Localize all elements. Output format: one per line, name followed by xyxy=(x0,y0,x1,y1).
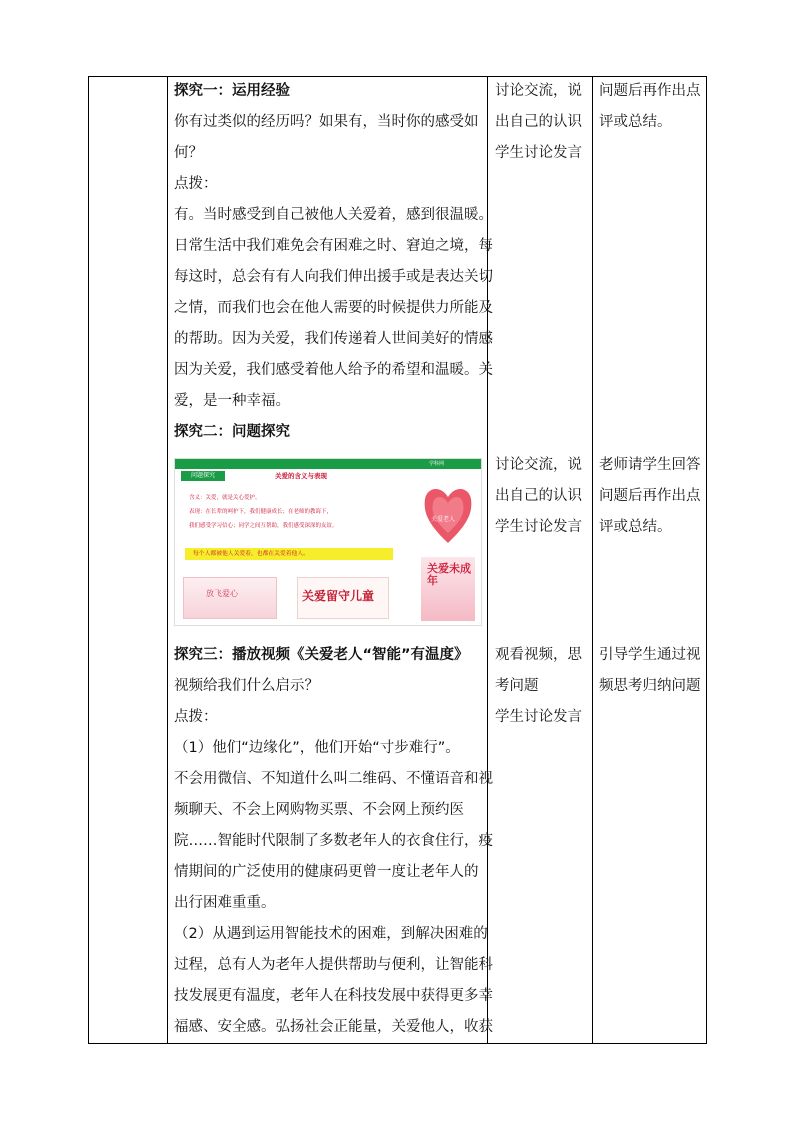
student-activity-line: 考问题 xyxy=(495,678,539,694)
section-1-answer-line: 的帮助。因为关爱，我们传递着人世间美好的情感 xyxy=(174,331,493,347)
table-col-border-3 xyxy=(592,76,593,1044)
teacher-note-1 xyxy=(599,76,701,138)
section-3-answer-line: 院……智能时代限制了多数老年人的衣食住行，疫 xyxy=(174,833,493,849)
table-col-border-0 xyxy=(88,76,89,1044)
student-activity-line: 出自己的认识 xyxy=(495,488,582,504)
section-1-answer-line: 之情，而我们也会在他人需要的时候提供力所能及 xyxy=(174,300,493,316)
teacher-note-line: 频思考归纳问题 xyxy=(599,678,701,694)
section-3-answer-line: 情期间的广泛使用的健康码更曾一度让老年人的 xyxy=(174,864,479,880)
heart-collage-icon xyxy=(421,473,475,553)
slide-card-love-text: 放飞爱心 xyxy=(206,589,238,598)
section-1-answer-line: 每这时，总会有有人向我们伸出援手或是表达关切 xyxy=(174,269,493,285)
section-3-answer-line: 不会用微信、不知道什么叫二维码、不懂语音和视 xyxy=(174,771,493,787)
slide-card-children xyxy=(297,577,389,619)
teacher-note-line: 老师请学生回答 xyxy=(599,457,701,473)
section-1-answer-line: 爱，是一种幸福。 xyxy=(174,393,290,409)
student-activity-line: 讨论交流，说 xyxy=(495,83,582,99)
explore-section-3 xyxy=(174,640,493,1043)
heart-caption: 关爱老人 xyxy=(431,516,456,523)
section-1-answer-line: 有。当时感受到自己被他人关爱着，感到很温暖。 xyxy=(174,207,493,223)
slide-line: 含义：关爱，就是关心爱护。 xyxy=(189,495,261,501)
section-3-answer-line: 技发展更有温度，老年人在科技发展中获得更多幸 xyxy=(174,988,493,1004)
teacher-note-3 xyxy=(599,640,701,702)
teacher-note-line: 评或总结。 xyxy=(599,519,672,535)
student-activity-2 xyxy=(495,450,582,543)
section-1-hint-label: 点拨： xyxy=(174,176,218,192)
teacher-note-line: 问题后再作出点 xyxy=(599,488,701,504)
student-activity-line: 讨论交流，说 xyxy=(495,457,582,473)
section-3-answer-line: （2）从遇到运用智能技术的困难，到解决困难的 xyxy=(174,926,488,942)
teacher-note-line: 评或总结。 xyxy=(599,114,672,130)
slide-card-minors-text: 关爱未成年 xyxy=(427,562,471,587)
lesson-slide-image xyxy=(174,458,482,626)
student-activity-line: 学生讨论发言 xyxy=(495,709,582,725)
section-1-heading: 探究一：运用经验 xyxy=(174,83,290,99)
student-activity-3 xyxy=(495,640,582,733)
slide-card-children-text: 关爱留守儿童 xyxy=(302,589,375,603)
section-3-answer-line: 过程，总有人为老年人提供帮助与便利，让智能科 xyxy=(174,957,493,973)
student-activity-1 xyxy=(495,76,582,169)
teacher-note-line: 引导学生通过视 xyxy=(599,647,701,663)
section-3-hint-label: 点拨： xyxy=(174,709,218,725)
section-3-answer-line: （1）他们“边缘化”，他们开始“寸步难行”。 xyxy=(174,740,460,756)
student-activity-line: 学生讨论发言 xyxy=(495,145,582,161)
section-3-heading: 探究三：播放视频《关爱老人“智能”有温度》 xyxy=(174,647,469,663)
slide-line: 我们感受学习信心；同学之间互帮助，我们感受深深的友谊。 xyxy=(189,523,338,529)
section-3-answer-line: 频聊天、不会上网购物买票、不会网上预约医 xyxy=(174,802,464,818)
section-2-heading: 探究二：问题探究 xyxy=(174,424,290,440)
section-1-answer-line: 因为关爱，我们感受着他人给予的希望和温暖。关 xyxy=(174,362,493,378)
section-3-answer-line: 出行困难重重。 xyxy=(174,895,276,911)
explore-section-1 xyxy=(174,76,493,448)
student-activity-line: 学生讨论发言 xyxy=(495,519,582,535)
teacher-note-2 xyxy=(599,450,701,543)
slide-card-love xyxy=(183,577,277,619)
student-activity-line: 观看视频，思 xyxy=(495,647,582,663)
section-3-question: 视频给我们什么启示？ xyxy=(174,678,319,694)
section-1-question-line: 你有过类似的经历吗？如果有，当时你的感受如 xyxy=(174,114,479,130)
section-1-answer-line: 日常生活中我们难免会有困难之时、窘迫之境，每 xyxy=(174,238,493,254)
table-bottom-border xyxy=(88,1043,707,1044)
slide-title: 关爱的含义与表现 xyxy=(275,472,327,480)
table-col-border-1 xyxy=(167,76,168,1044)
section-3-answer-line: 福感、安全感。弘扬社会正能量，关爱他人，收获 xyxy=(174,1019,493,1035)
table-col-border-4 xyxy=(706,76,707,1044)
slide-brand: 学科网 xyxy=(429,461,445,467)
slide-card-minors xyxy=(421,557,475,621)
teacher-note-line: 问题后再作出点 xyxy=(599,83,701,99)
slide-line: 表现：在长辈的呵护下，我们健康成长；在老师的教诲下， xyxy=(189,509,333,515)
slide-tab-label: 问题探究 xyxy=(181,471,225,481)
section-1-question-line: 何？ xyxy=(174,145,203,161)
student-activity-line: 出自己的认识 xyxy=(495,114,582,130)
slide-banner: 每个人都被他人关爱着，也都在关爱着他人。 xyxy=(185,548,393,560)
